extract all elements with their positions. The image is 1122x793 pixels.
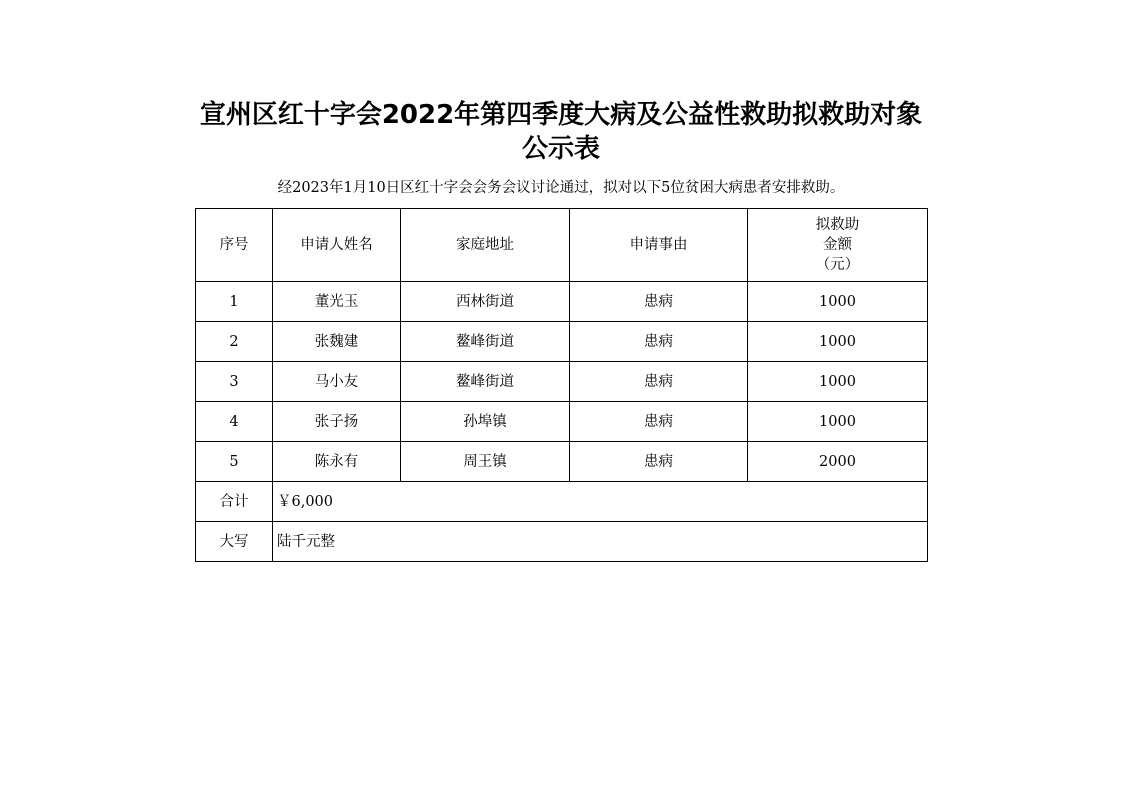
- cell-reason: 患病: [570, 322, 748, 362]
- cell-reason: 患病: [570, 362, 748, 402]
- total-label: 合计: [196, 482, 273, 522]
- cell-amount: 1000: [748, 402, 928, 442]
- cell-amount: 1000: [748, 362, 928, 402]
- cell-address: 鳌峰街道: [401, 322, 570, 362]
- table-row: [196, 442, 928, 482]
- table-header-row: [196, 209, 928, 282]
- header-amount: [748, 209, 928, 282]
- table-row: [196, 282, 928, 322]
- cell-seq: 2: [196, 322, 273, 362]
- cell-address: 西林街道: [401, 282, 570, 322]
- aid-table: [195, 208, 928, 562]
- cell-name: 张魏建: [273, 322, 401, 362]
- cell-seq: 4: [196, 402, 273, 442]
- page-title: 宣州区红十字会2022年第四季度大病及公益性救助拟救助对象公示表: [199, 100, 923, 164]
- cell-reason: 患病: [570, 282, 748, 322]
- total-row: [196, 482, 928, 522]
- table-row: [196, 402, 928, 442]
- table-row: [196, 362, 928, 402]
- header-amount-line1: 拟救助: [815, 217, 860, 233]
- cell-address: 孙埠镇: [401, 402, 570, 442]
- cell-name: 董光玉: [273, 282, 401, 322]
- header-reason: 申请事由: [570, 209, 748, 282]
- capital-value: 陆千元整: [273, 522, 928, 562]
- cell-reason: 患病: [570, 402, 748, 442]
- cell-address: 鳌峰街道: [401, 362, 570, 402]
- cell-address: 周王镇: [401, 442, 570, 482]
- cell-name: 陈永有: [273, 442, 401, 482]
- header-amount-line2: 金额: [823, 237, 852, 253]
- capital-label: 大写: [196, 522, 273, 562]
- cell-amount: 1000: [748, 282, 928, 322]
- cell-amount: 1000: [748, 322, 928, 362]
- cell-seq: 5: [196, 442, 273, 482]
- table-row: [196, 322, 928, 362]
- header-name: 申请人姓名: [273, 209, 401, 282]
- header-amount-line3: （元）: [815, 257, 860, 273]
- notice-text: 经2023年1月10日区红十字会会务会议讨论通过，拟对以下5位贫困大病患者安排救助。: [277, 180, 845, 196]
- total-value: ￥6,000: [273, 482, 928, 522]
- header-address: 家庭地址: [401, 209, 570, 282]
- header-seq: 序号: [196, 209, 273, 282]
- cell-seq: 1: [196, 282, 273, 322]
- cell-amount: 2000: [748, 442, 928, 482]
- cell-reason: 患病: [570, 442, 748, 482]
- cell-seq: 3: [196, 362, 273, 402]
- cell-name: 马小友: [273, 362, 401, 402]
- capital-row: [196, 522, 928, 562]
- cell-name: 张子扬: [273, 402, 401, 442]
